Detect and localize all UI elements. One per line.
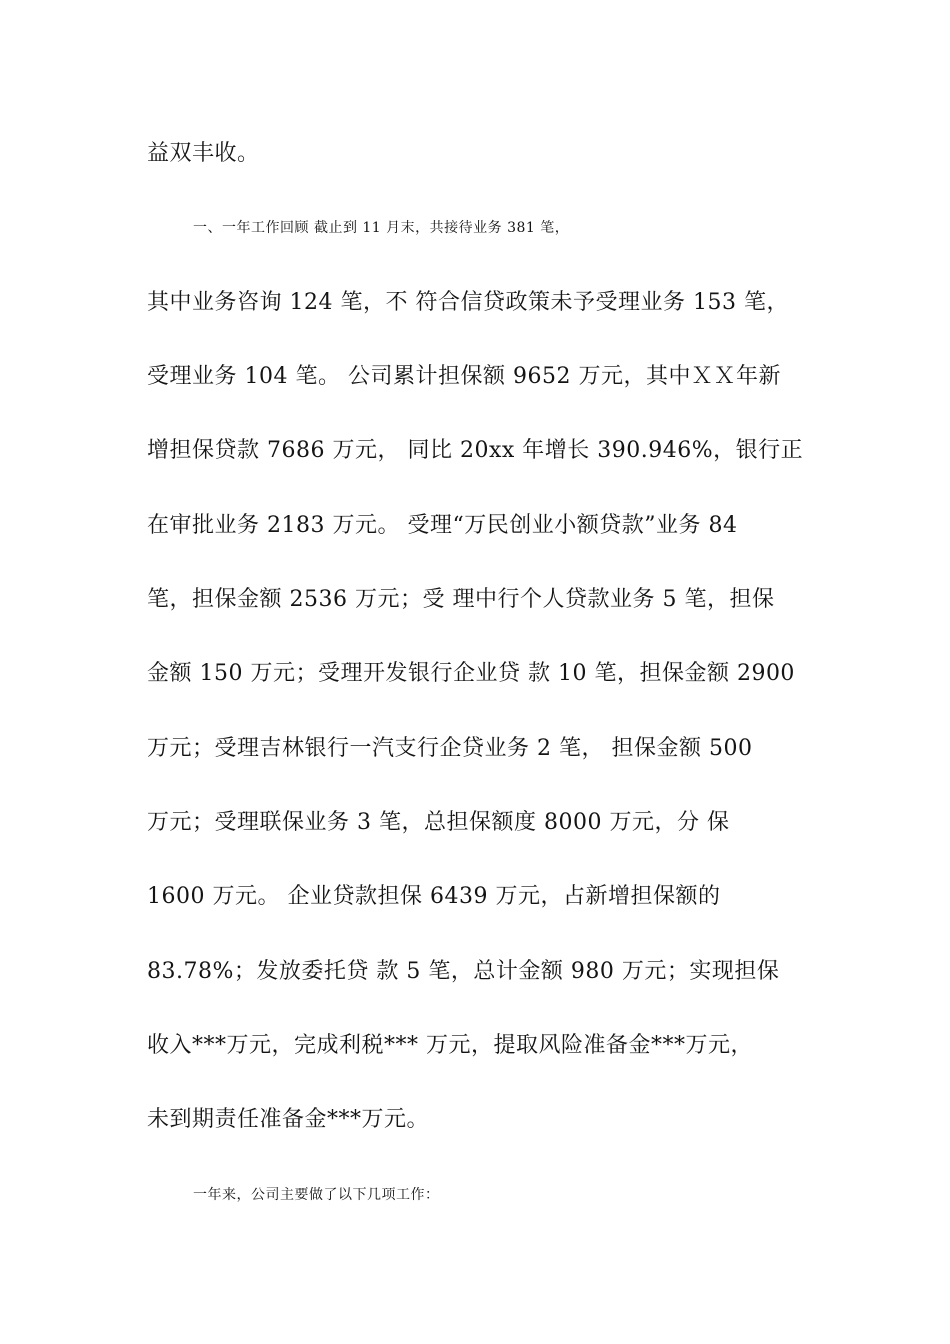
text-line-8: 金额 150 万元；受理开发银行企业贷 款 10 笔，担保金额 2900 [147, 661, 795, 686]
text-line-13: 收入***万元，完成利税*** 万元，提取风险准备金***万元， [147, 1033, 753, 1058]
text-line-1: 益双丰收。 [147, 141, 260, 166]
text-line-5: 增担保贷款 7686 万元， 同比 20xx 年增长 390.946%，银行正 [147, 438, 804, 463]
text-line-11: 1600 万元。 企业贷款担保 6439 万元，占新增担保额的 [147, 884, 721, 909]
text-line-12: 83.78%；发放委托贷 款 5 笔，总计金额 980 万元；实现担保 [147, 959, 780, 984]
text-line-2: 一、一年工作回顾 截止到 11 月末，共接待业务 381 笔， [193, 220, 570, 236]
text-line-3: 其中业务咨询 124 笔，不 符合信贷政策未予受理业务 153 笔， [147, 290, 789, 315]
text-line-7: 笔，担保金额 2536 万元；受 理中行个人贷款业务 5 笔，担保 [147, 587, 775, 612]
text-line-4: 受理业务 104 笔。 公司累计担保额 9652 万元，其中ＸＸ年新 [147, 364, 781, 389]
text-line-15: 一年来，公司主要做了以下几项工作： [193, 1187, 440, 1203]
text-line-9: 万元；受理吉林银行一汽支行企贷业务 2 笔， 担保金额 500 [147, 736, 753, 761]
text-line-6: 在审批业务 2183 万元。 受理“万民创业小额贷款”业务 84 [147, 513, 738, 538]
text-line-10: 万元；受理联保业务 3 笔，总担保额度 8000 万元，分 保 [147, 810, 730, 835]
text-line-14: 未到期责任准备金***万元。 [147, 1107, 430, 1132]
